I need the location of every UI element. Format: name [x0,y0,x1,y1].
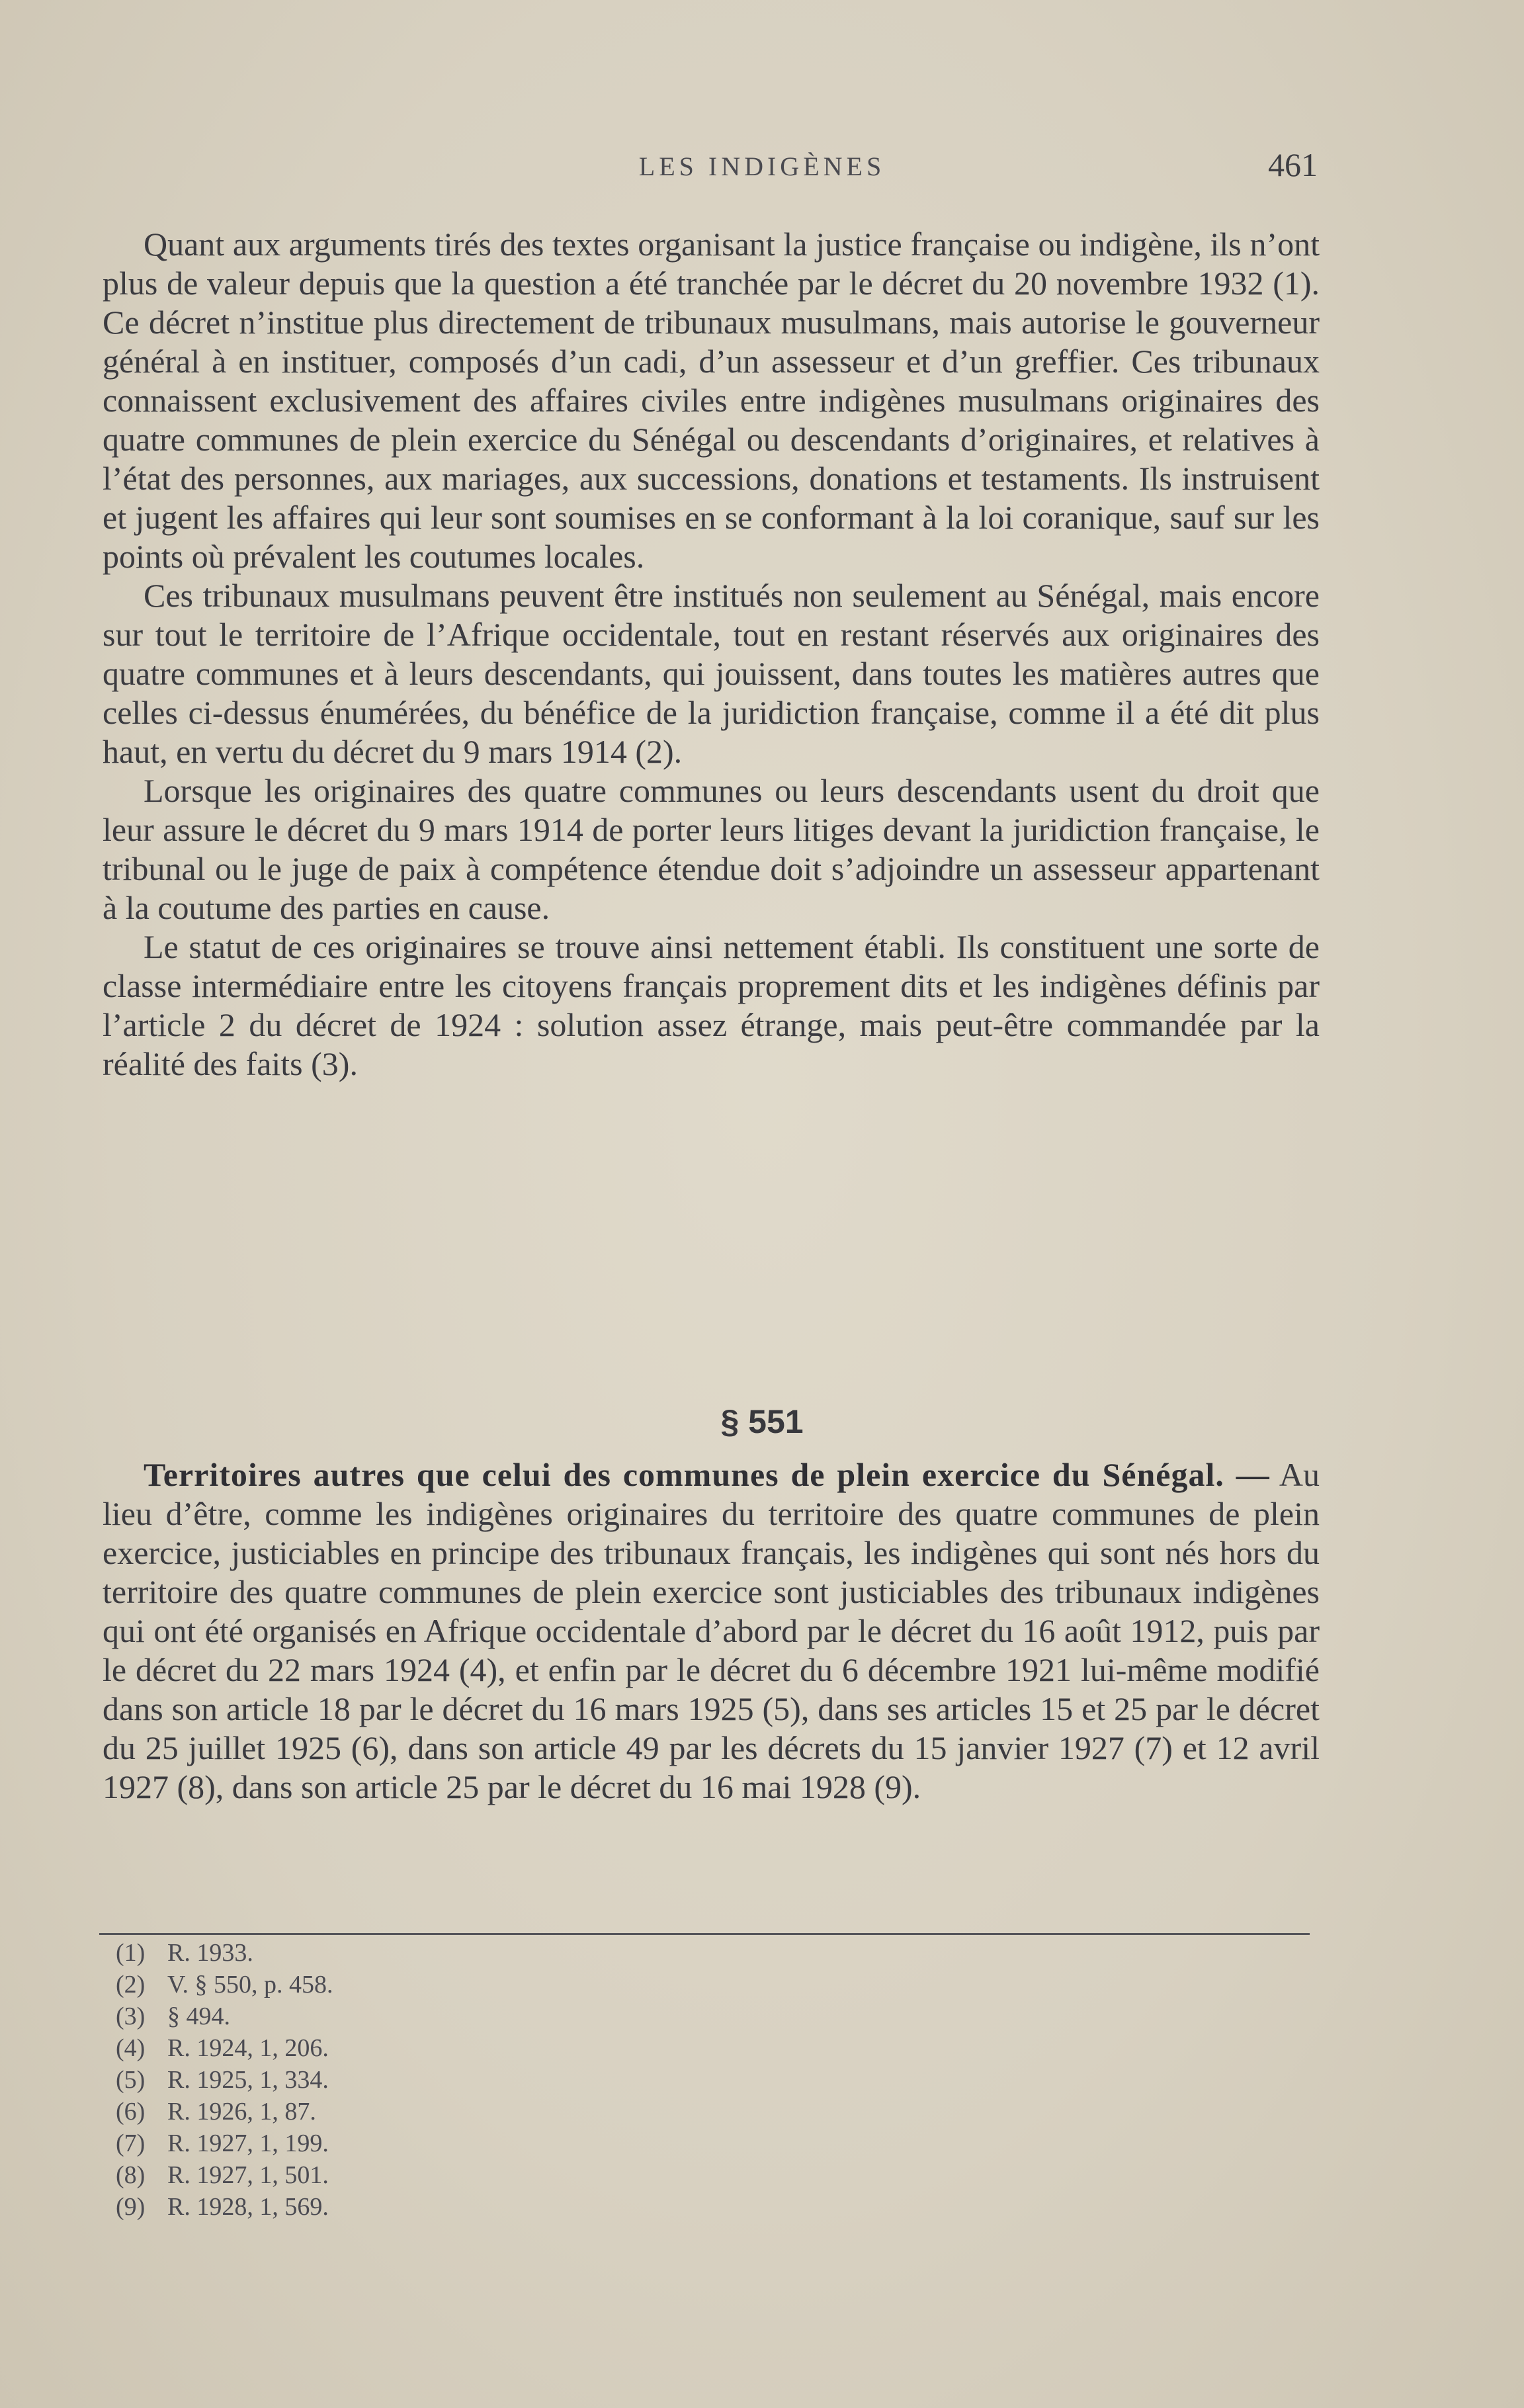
footnote [116,2191,910,2223]
footnote [116,2000,910,2032]
footnote [116,1937,910,1969]
footnote-text: R. 1926, 1, 87. [167,2098,316,2126]
footnote-text: § 494. [167,2002,230,2030]
paragraph: Quant aux arguments tirés des textes organisant la justice française ou indigène, ils n’ont plus de valeur depuis que la question a été tranchée par le décret du 20 novembre 1932 (1). Ce décret n’institue plus directement de tribunaux musulmans, mais autorise le gouverneur général à en instituer, composés d’un cadi, d’un assesseur et d’un greffier. Ces tribunaux connaissent exclusivement des affaires civiles entre indigènes musulmans originaires des quatre communes de plein exercice du Sénégal ou descendants d’originaires, et relatives à l’état des personnes, aux mariages, aux successions, donations et testaments. Ils instruisent et jugent les affaires qui leur sont soumises en se conformant à la loi coranique, sauf sur les points où prévalent les coutumes locales. [103,226,1320,575]
section-heading: Territoires autres que celui des communes de plein exercice du Sénégal. — [144,1456,1270,1493]
footnote-rule [99,1933,1310,1935]
footnote [116,1969,910,2000]
footnote-number: (7) [116,2129,146,2157]
footnote [116,2032,910,2064]
footnote-text: R. 1924, 1, 206. [167,2034,329,2062]
section-paragraph [103,1455,1320,1807]
footnote-text: R. 1933. [167,1939,253,1967]
section-body [103,1455,1320,1807]
paragraph: Lorsque les originaires des quatre communes ou leurs descendants usent du droit que leur assure le décret du 9 mars 1914 de porter leurs litiges devant la juridiction française, le tribunal ou le juge de paix à compétence étendue doit s’adjoindre un assesseur appartenant à la coutume des parties en cause. [103,772,1320,926]
footnote-number: (5) [116,2066,146,2094]
footnote-text: R. 1925, 1, 334. [167,2066,329,2094]
footnote-number: (1) [116,1939,146,1967]
footnote [116,2064,910,2096]
footnote [116,2128,910,2159]
footnotes [116,1937,910,2223]
section-text: Au lieu d’être, comme les indigènes originaires du territoire des quatre communes de plein exercice, justiciables en principe des tribunaux français, les indigènes qui sont nés hors du territoire des quatre communes de plein exercice sont justiciables des tribunaux indigènes qui ont été organisés en Afrique occidentale d’abord par le décret du 16 août 1912, puis par le décret du 22 mars 1924 (4), et enfin par le décret du 6 décembre 1921 lui-même modifié dans son article 18 par le décret du 16 mars 1925 (5), dans ses articles 15 et 25 par le décret du 25 juillet 1925 (6), dans son article 49 par les décrets du 15 janvier 1927 (7) et 12 avril 1927 (8), dans son article 25 par le décret du 16 mai 1928 (9). [103,1456,1320,1805]
body-text-block [103,225,1320,1084]
footnote-text: R. 1928, 1, 569. [167,2193,329,2221]
footnote-number: (8) [116,2161,146,2189]
footnote-text: V. § 550, p. 458. [167,1971,333,1999]
paragraph: Le statut de ces originaires se trouve ainsi nettement établi. Ils constituent une sorte de classe intermédiaire entre les citoyens français proprement dits et les indigènes définis par l’article 2 du décret de 1924 : solution assez étrange, mais peut-être commandée par la réalité des faits (3). [103,928,1320,1082]
footnote-text: R. 1927, 1, 199. [167,2129,329,2157]
footnote-number: (3) [116,2002,146,2030]
running-title: LES INDIGÈNES [638,151,886,181]
footnote [116,2159,910,2191]
paragraph: Ces tribunaux musulmans peuvent être institués non seulement au Sénégal, mais encore sur tout le territoire de l’Afrique occidentale, tout en restant réservés aux originaires des quatre communes et à leurs descendants, qui jouissent, dans toutes les matières autres que celles ci-dessus énumérées, du bénéfice de la juridiction française, comme il a été dit plus haut, en vertu du décret du 9 mars 1914 (2). [103,577,1320,770]
footnote-text: R. 1927, 1, 501. [167,2161,329,2189]
footnote-number: (2) [116,1971,146,1999]
footnote [116,2096,910,2128]
footnote-number: (6) [116,2098,146,2126]
section-number: § 551 [720,1403,804,1440]
page-number: 461 [1268,146,1318,183]
footnote-number: (4) [116,2034,146,2062]
footnote-number: (9) [116,2193,146,2221]
